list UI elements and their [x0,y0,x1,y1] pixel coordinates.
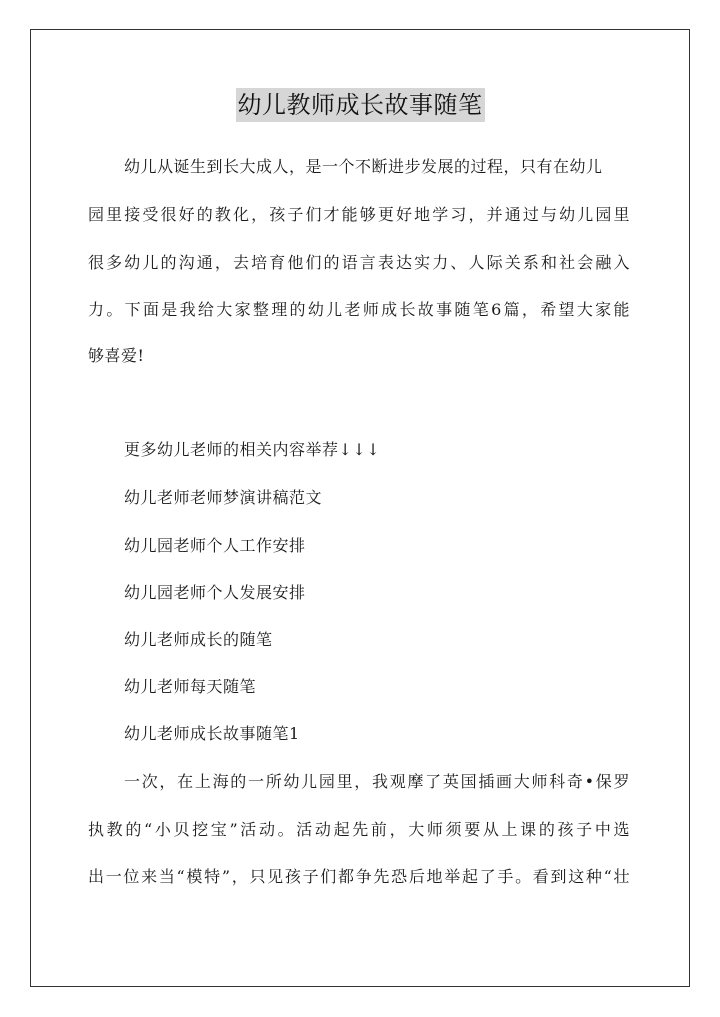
intro-line-3: 很多幼儿的沟通，去培育他们的语言表达实力、人际关系和社会融入 [88,253,630,272]
recommend-heading: 更多幼儿老师的相关内容举荐↓↓↓ [124,440,381,459]
document-title: 幼儿教师成长故事随笔 [236,88,485,122]
intro-line-5: 够喜爱! [88,346,145,365]
intro-line-1: 幼儿从诞生到长大成人，是一个不断进步发展的过程，只有在幼儿 [124,157,603,176]
title-container [0,88,720,122]
intro-line-4: 力。下面是我给大家整理的幼儿老师成长故事随笔6篇，希望大家能 [88,300,630,319]
related-link-1[interactable]: 幼儿老师老师梦演讲稿范文 [124,488,323,507]
story-line-2: 执教的“小贝挖宝”活动。活动起先前，大师须要从上课的孩子中选 [88,820,630,839]
related-link-4[interactable]: 幼儿老师成长的随笔 [124,630,273,649]
related-link-5[interactable]: 幼儿老师每天随笔 [124,677,257,696]
related-link-3[interactable]: 幼儿园老师个人发展安排 [124,583,306,602]
story-line-1: 一次，在上海的一所幼儿园里，我观摩了英国插画大师科奇•保罗 [124,772,630,791]
intro-line-2: 园里接受很好的教化，孩子们才能够更好地学习，并通过与幼儿园里 [88,205,630,224]
related-link-2[interactable]: 幼儿园老师个人工作安排 [124,536,306,555]
story-line-3: 出一位来当“模特”，只见孩子们都争先恐后地举起了手。看到这种“壮 [88,867,630,886]
section-heading: 幼儿老师成长故事随笔1 [124,724,300,743]
